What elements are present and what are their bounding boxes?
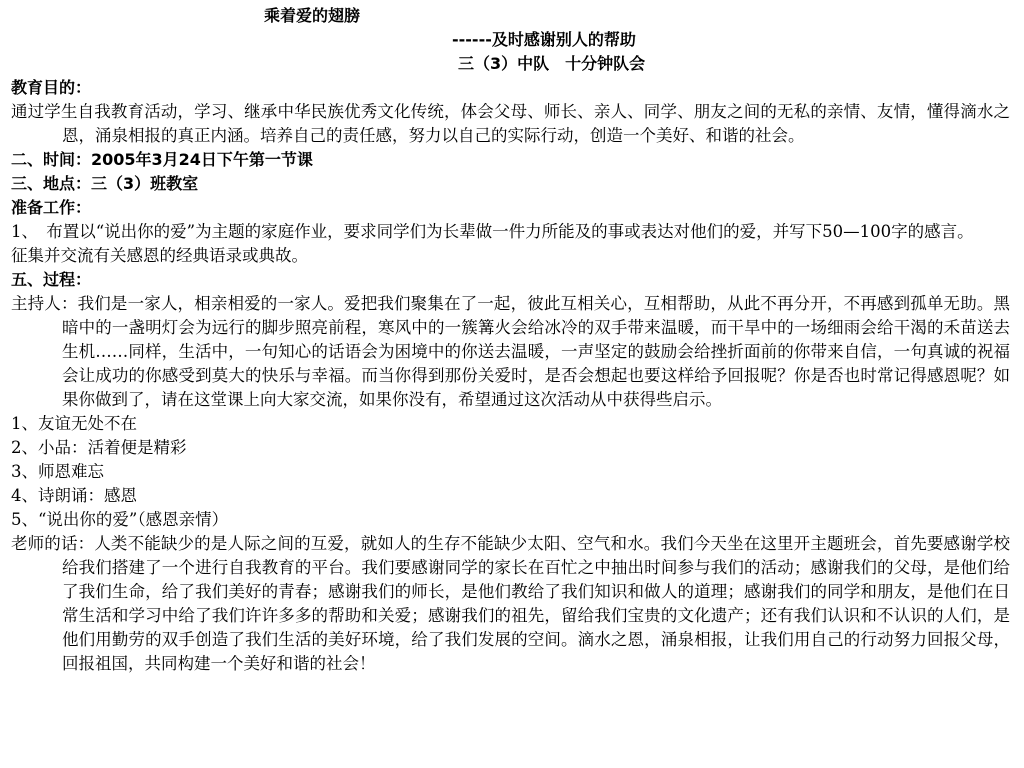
list-item: 5、“说出你的爱”（感恩亲情） <box>11 510 229 529</box>
purpose-heading: 教育目的： <box>11 78 92 97</box>
place-heading: 三、地点：三（3）班教室 <box>11 174 199 193</box>
preparation-item-2: 征集并交流有关感恩的经典语录或典故。 <box>11 246 308 265</box>
class-meeting-label: 三（3）中队 十分钟队会 <box>458 54 646 73</box>
preparation-heading: 准备工作： <box>11 198 92 217</box>
teacher-paragraph: 老师的话：人类不能缺少的是人际之间的互爱，就如人的生存不能缺少太阳、空气和水。我们今天坐在这里开主题班会，首先要感谢学校给我们搭建了一个进行自我教育的平台。我们要感谢同学的家长在百忙之中抽出时间参与我们的活动；感谢我们的父母，是他们给了我们生命，给了我们美好的青春；感谢我们的师长，是他们教给了我们知识和做人的道理；感谢我们的同学和朋友，是他们在日常生活和学习中给了我们许许多多的帮助和关爱；感谢我们的祖先，留给我们宝贵的文化遗产；还有我们认识和不认识的人们，是他们用勤劳的双手创造了我们生活的美好环境，给了我们发展的空间。滴水之恩，涌泉相报，让我们用自己的行动努力回报父母，回报祖国，共同构建一个美好和谐的社会！ <box>11 534 1010 673</box>
document-title: 乘着爱的翅膀 <box>264 6 361 25</box>
list-item: 2、小品：活着便是精彩 <box>11 438 187 457</box>
list-item: 1、友谊无处不在 <box>11 414 137 433</box>
time-heading: 二、时间：2005年3月24日下午第一节课 <box>11 150 313 169</box>
preparation-item-1: 1、 布置以“说出你的爱”为主题的家庭作业，要求同学们为长辈做一件力所能及的事或表达对他们的爱，并写下50—100字的感言。 <box>11 222 974 241</box>
host-paragraph: 主持人：我们是一家人，相亲相爱的一家人。爱把我们聚集在了一起，彼此互相关心，互相帮助，从此不再分开，不再感到孤单无助。黑暗中的一盏明灯会为远行的脚步照亮前程，寒风中的一簇篝火会给冰冷的双手带来温暖，而干旱中的一场细雨会给干渴的禾苗送去生机……同样，生活中，一句知心的话语会为困境中的你送去温暖，一声坚定的鼓励会给挫折面前的你带来自信，一句真诚的祝福会让成功的你感受到莫大的快乐与幸福。而当你得到那份关爱时，是否会想起也要这样给予回报呢？你是否也时常记得感恩呢？如果你做到了，请在这堂课上向大家交流，如果你没有，希望通过这次活动从中获得些启示。 <box>11 294 1010 409</box>
document-subtitle: ------及时感谢别人的帮助 <box>452 30 636 49</box>
process-heading: 五、过程： <box>11 270 92 289</box>
list-item: 3、师恩难忘 <box>11 462 104 481</box>
document-page <box>0 4 1024 676</box>
purpose-paragraph: 通过学生自我教育活动，学习、继承中华民族优秀文化传统，体会父母、师长、亲人、同学、朋友之间的无私的亲情、友情，懂得滴水之恩，涌泉相报的真正内涵。培养自己的责任感，努力以自己的实际行动，创造一个美好、和谐的社会。 <box>11 102 1010 145</box>
list-item: 4、诗朗诵：感恩 <box>11 486 137 505</box>
